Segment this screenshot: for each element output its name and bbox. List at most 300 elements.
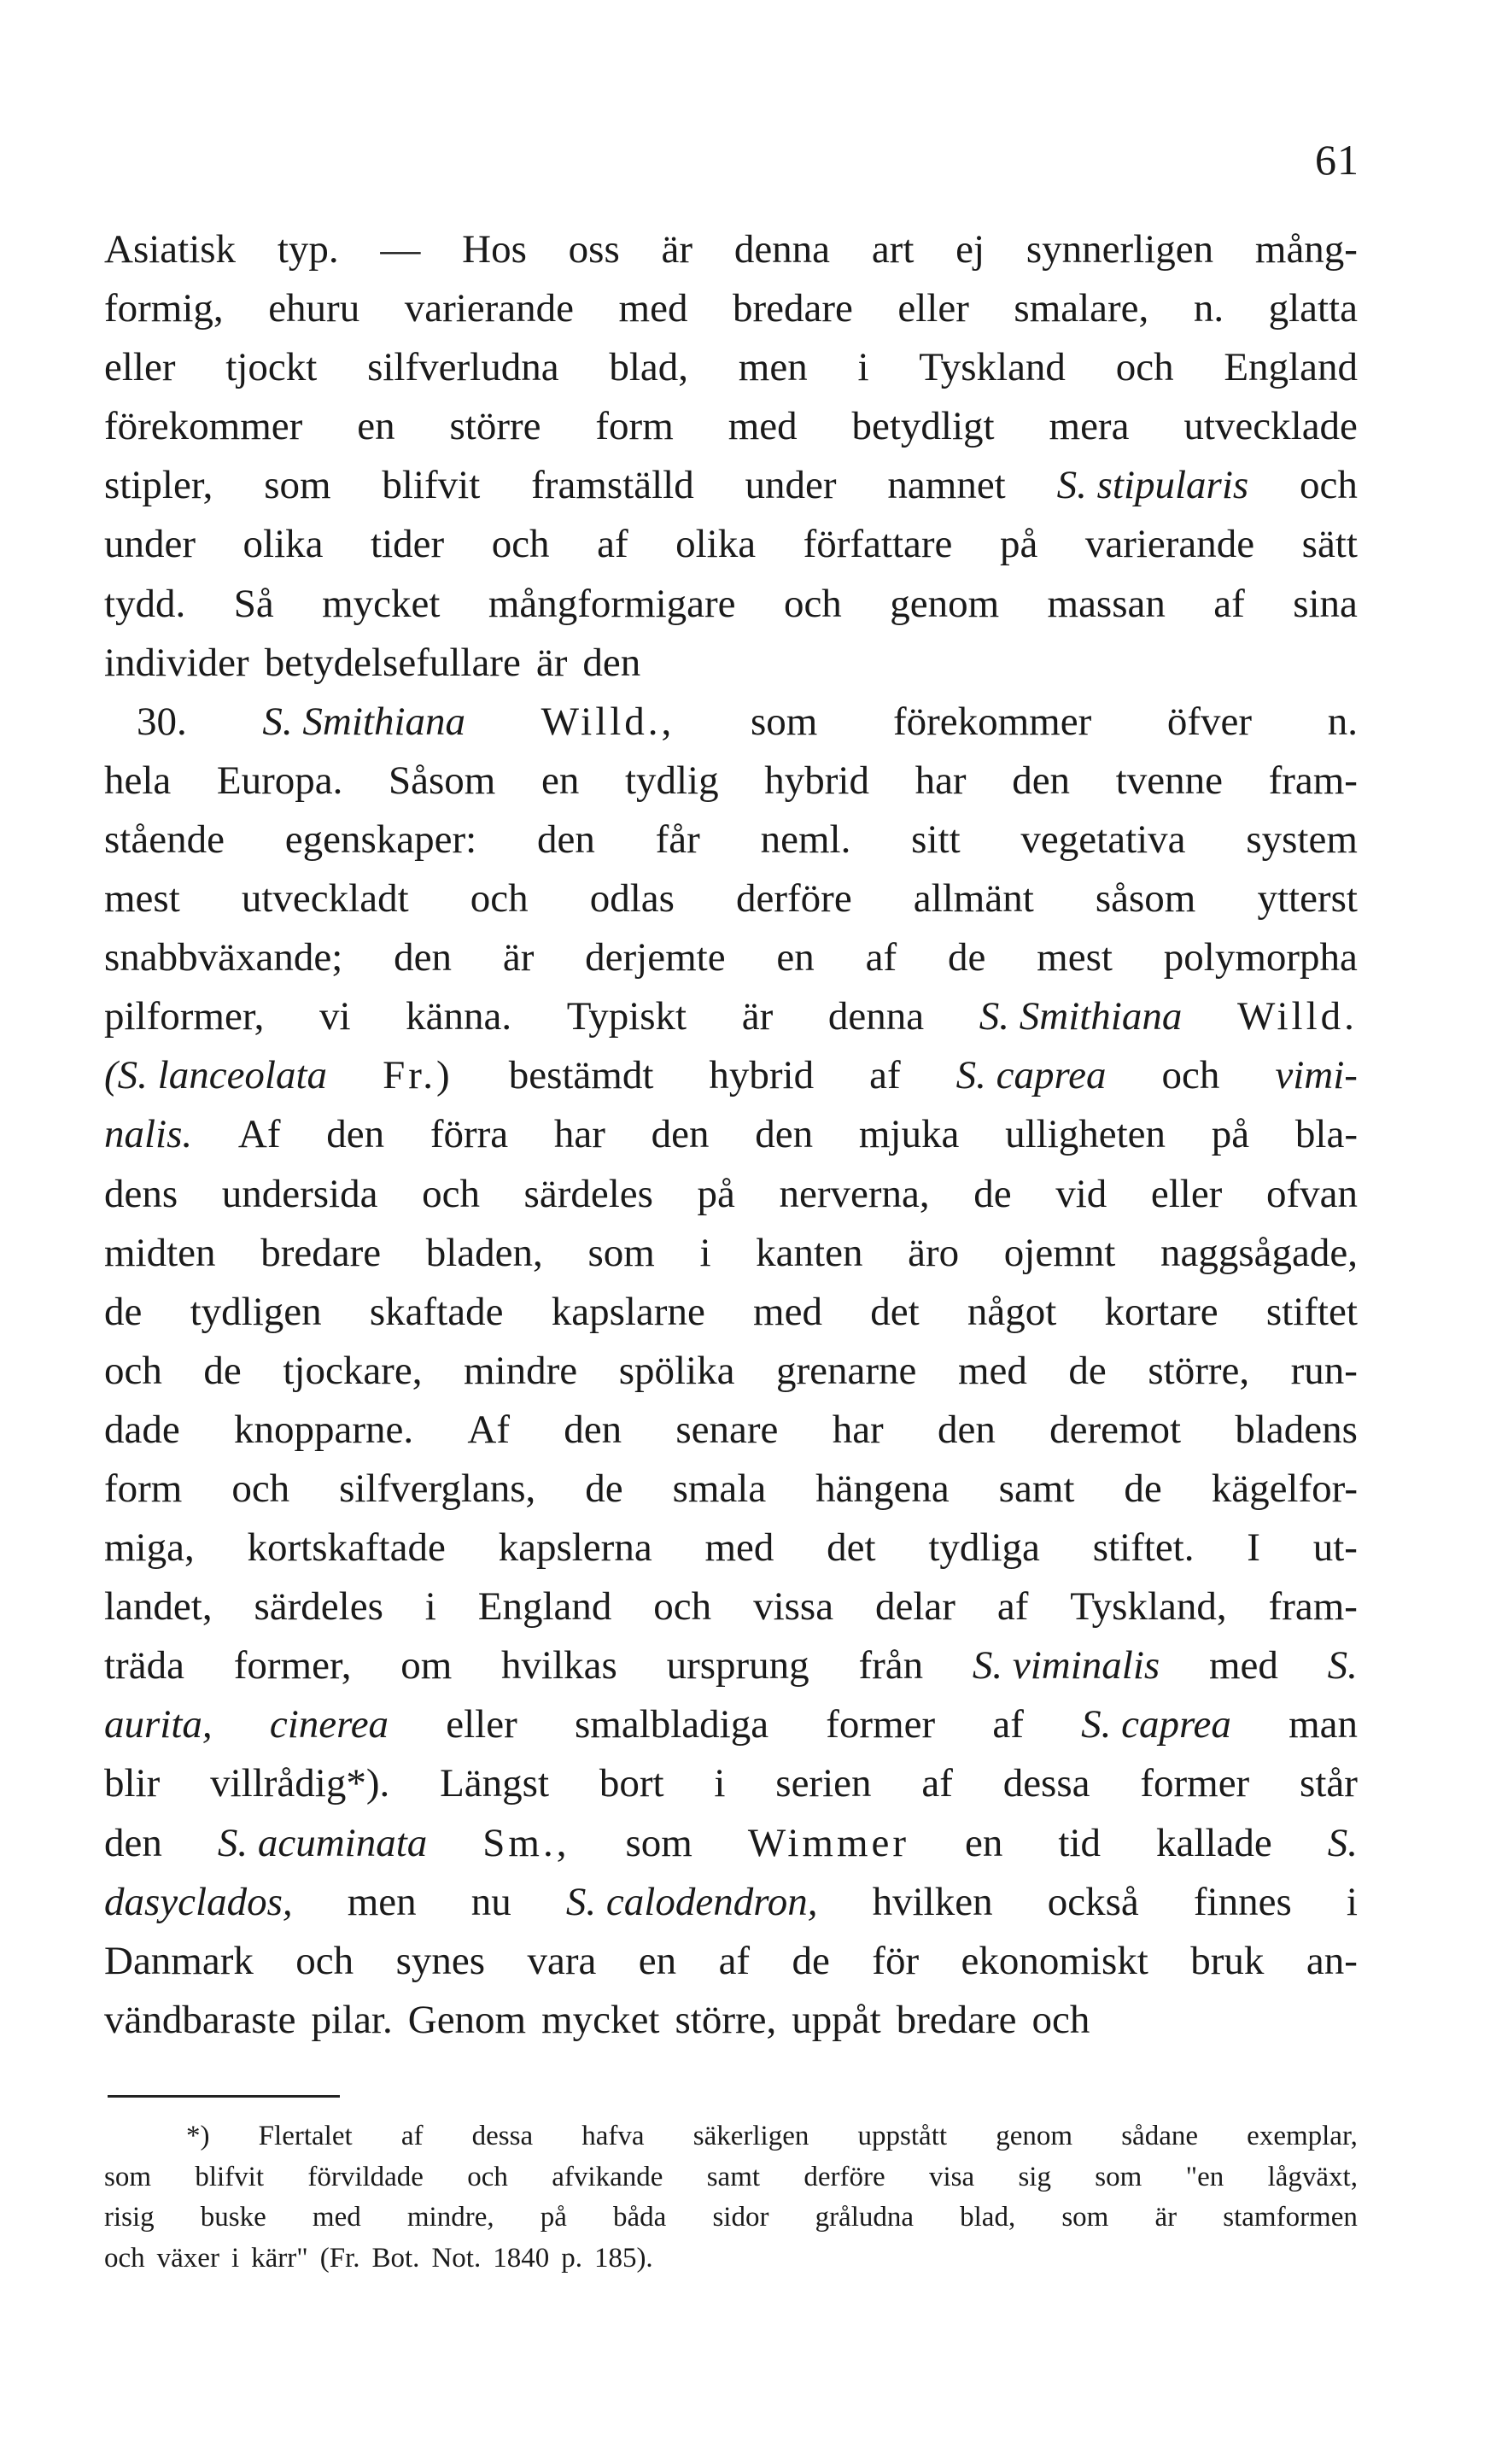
word: S. caprea [1081, 1702, 1231, 1747]
word: kortskaftade [247, 1525, 446, 1571]
word: S. Smithiana [979, 994, 1183, 1039]
word: en [638, 1938, 677, 1983]
word: den [326, 1112, 385, 1157]
word: förekommer [892, 699, 1092, 744]
word: af [718, 1938, 751, 1983]
text-line [104, 634, 1358, 693]
word: och [783, 581, 842, 626]
word: art [871, 227, 915, 272]
word: form [104, 1466, 183, 1511]
word: och [653, 1584, 712, 1630]
word: S. acuminata [217, 1820, 428, 1865]
word: senare [675, 1407, 779, 1452]
word: med [728, 404, 798, 449]
footnote-word: *) [186, 2121, 210, 2151]
word: i [714, 1761, 726, 1806]
word: varierande [1084, 522, 1255, 567]
word: Hos [462, 227, 527, 272]
word: känna. [406, 994, 512, 1039]
word: får [655, 816, 700, 862]
footnote-word: 185). [593, 2242, 653, 2274]
word: olika [675, 522, 757, 567]
footnote-word: säkerligen [692, 2121, 809, 2151]
word: varierande [404, 286, 575, 331]
word: synnerligen [1026, 227, 1214, 272]
word: Tyskland [919, 345, 1066, 390]
word: under [745, 463, 837, 508]
word: synes [395, 1938, 486, 1983]
word: S. stipularis [1056, 463, 1249, 508]
word: af [921, 1761, 953, 1806]
footnote-word: afvikande [552, 2161, 663, 2192]
word: smalbladiga [574, 1702, 769, 1747]
word: den [755, 1112, 814, 1157]
word: den [104, 1820, 162, 1865]
footnote-word: genom [996, 2121, 1073, 2151]
word: och [1031, 1997, 1090, 2042]
word: betydligt [851, 404, 995, 449]
word: Genom [407, 1997, 527, 2042]
word: stiftet [1265, 1289, 1358, 1334]
word: den [536, 816, 595, 862]
word: grenarne [776, 1348, 917, 1393]
word: större, [1148, 1348, 1250, 1393]
word: af [992, 1702, 1024, 1747]
word: under [104, 522, 196, 567]
word: stående [104, 816, 225, 862]
word: det [870, 1289, 920, 1334]
word: på [999, 522, 1038, 567]
word: men [738, 345, 808, 390]
footnote-word: som [1061, 2202, 1109, 2233]
word: af [597, 522, 628, 567]
word: I [1247, 1525, 1260, 1571]
word: knopparne. [234, 1407, 414, 1452]
page-number: 61 [1315, 136, 1359, 184]
word: tjockare, [283, 1348, 423, 1393]
word: eller [1150, 1171, 1223, 1216]
word: ej [955, 227, 985, 272]
word: nerverna, [779, 1171, 930, 1216]
word: de [973, 1171, 1012, 1216]
text-line [104, 752, 1358, 811]
word: hängena [815, 1466, 950, 1511]
word: mjuka [858, 1112, 960, 1157]
word: genom [890, 581, 1000, 626]
word: pilformer, [104, 994, 265, 1039]
word: den [564, 1407, 622, 1452]
text-line [104, 1932, 1358, 1991]
word: sätt [1301, 522, 1358, 567]
footnote-word: risig [104, 2202, 155, 2233]
word: ojemnt [1003, 1230, 1116, 1275]
word: hvilkas [501, 1643, 617, 1689]
word: derföre [736, 876, 852, 922]
word: förekommer [104, 404, 303, 449]
word: serien [775, 1761, 872, 1806]
word: är [502, 935, 535, 980]
word: landet, [104, 1584, 213, 1630]
word: olika [243, 522, 324, 567]
word: kapslerna [498, 1525, 652, 1571]
footnote-word: (Fr. [319, 2242, 360, 2274]
word: med [753, 1289, 822, 1334]
word: mycket [322, 581, 441, 626]
word: i [857, 345, 869, 390]
text-line [104, 1636, 1358, 1695]
text-line [104, 693, 1358, 752]
word: med [618, 286, 688, 331]
footnote-word: gråludna [815, 2202, 915, 2233]
text-line [104, 1460, 1358, 1519]
footnote-word: visa [928, 2161, 975, 2192]
footnote-word: blifvit [195, 2161, 265, 2192]
word: med [704, 1525, 774, 1571]
word: derjemte [585, 935, 726, 980]
footnote-word: växer [156, 2242, 219, 2274]
text-line [104, 1046, 1358, 1105]
text-line [104, 928, 1358, 987]
footnote-word: sig [1018, 2161, 1051, 2192]
word: en [776, 935, 815, 980]
word: Af [467, 1407, 510, 1452]
footnote-word: Flertalet [258, 2121, 353, 2151]
word: en [357, 404, 395, 449]
word: Asiatisk [104, 227, 237, 272]
footnote-word: sidor [712, 2202, 769, 2233]
footnote-word: derföre [804, 2161, 885, 2192]
footnote-line [104, 2157, 1358, 2198]
word: och [1161, 1053, 1220, 1098]
word: tydligen [190, 1289, 322, 1334]
word: de [1068, 1348, 1107, 1393]
text-line [104, 1577, 1358, 1636]
word: som [587, 1230, 655, 1275]
word: skaftade [369, 1289, 504, 1334]
word: fram- [1268, 1584, 1358, 1630]
footnote-line [104, 2198, 1358, 2239]
word: blir [104, 1761, 161, 1806]
word: har [915, 758, 967, 803]
word: Europa. [216, 758, 343, 803]
word: uppåt [792, 1997, 881, 2042]
word: ursprung [666, 1643, 809, 1689]
word: har [832, 1407, 884, 1452]
word: ekonomiskt [961, 1938, 1148, 1983]
word: mång- [1254, 227, 1358, 272]
word: som [625, 1820, 692, 1865]
word: denna [733, 227, 831, 272]
word: cinerea [269, 1702, 389, 1747]
footnote-word: på [540, 2202, 567, 2233]
word: Typiskt [566, 994, 687, 1039]
word: de [585, 1466, 623, 1511]
word: S. [1327, 1820, 1358, 1865]
word: den [651, 1112, 710, 1157]
word: om [400, 1643, 453, 1689]
word: mindre [464, 1348, 578, 1393]
text-line [104, 1873, 1358, 1932]
word: England [1224, 345, 1358, 390]
footnote-line [104, 2239, 1358, 2280]
word: ytterst [1257, 876, 1358, 922]
word: af [996, 1584, 1029, 1630]
word: system [1246, 816, 1358, 862]
text-line [104, 1165, 1358, 1224]
text-line [104, 1105, 1358, 1164]
word: den [394, 935, 452, 980]
footnote-word: exemplar, [1247, 2121, 1358, 2151]
word: stipler, [104, 463, 213, 508]
word: äro [908, 1230, 960, 1275]
text-line [104, 1519, 1358, 1577]
word: vimi- [1275, 1053, 1358, 1098]
word: de [792, 1938, 830, 1983]
footnote-word: buske [200, 2202, 266, 2233]
word: i [1346, 1879, 1358, 1924]
word: på [1211, 1112, 1250, 1157]
text-line [104, 1401, 1358, 1460]
word: stiftet. [1092, 1525, 1195, 1571]
word: framställd [531, 463, 694, 508]
word: eller [104, 345, 176, 390]
text-line [104, 1695, 1358, 1754]
word: allmänt [913, 876, 1034, 922]
main-text [104, 220, 1358, 2050]
word: och [470, 876, 529, 922]
word: former, [233, 1643, 352, 1689]
footnote-line [104, 2116, 1358, 2157]
word: kanten [756, 1230, 863, 1275]
word: kortare [1104, 1289, 1218, 1334]
word: med [1208, 1643, 1278, 1689]
text-line [104, 575, 1358, 634]
word: finnes [1193, 1879, 1292, 1924]
footnote-word: förvildade [307, 2161, 424, 2192]
word: S. calodendron, [565, 1879, 818, 1924]
word: hybrid [709, 1053, 815, 1098]
word: tid [1058, 1820, 1102, 1865]
word: delar [874, 1584, 955, 1630]
footnote-word: i [231, 2242, 240, 2274]
word: nu [470, 1879, 511, 1924]
footnote-word: 1840 [493, 2242, 550, 2274]
word: bladens [1235, 1407, 1358, 1452]
text-line [104, 397, 1358, 456]
word: i [424, 1584, 436, 1630]
word: dade [104, 1407, 180, 1452]
word: de [203, 1348, 242, 1393]
word: run- [1290, 1348, 1358, 1393]
word: tydlig [624, 758, 719, 803]
word: egenskaper: [284, 816, 477, 862]
word: är [535, 640, 568, 685]
word: öfver [1166, 699, 1253, 744]
word: silfverglans, [339, 1466, 536, 1511]
word: fram- [1268, 758, 1358, 803]
word: undersida [221, 1171, 378, 1216]
word: silfverludna [367, 345, 559, 390]
word: former [1140, 1761, 1250, 1806]
text-line [104, 987, 1358, 1046]
word: massan [1047, 581, 1166, 626]
text-line [104, 1342, 1358, 1401]
word: på [697, 1171, 735, 1216]
word: n. [1193, 286, 1224, 331]
word: och [231, 1466, 290, 1511]
word: Willd. [1237, 994, 1358, 1039]
footnote-word: lågväxt, [1267, 2161, 1358, 2192]
word: de [1124, 1466, 1162, 1511]
word: är [661, 227, 693, 272]
word: bredare [732, 286, 853, 331]
text-line [104, 1754, 1358, 1813]
footnote-word: stamformen [1223, 2202, 1358, 2233]
word: de [947, 935, 986, 980]
word: såsom [1095, 876, 1196, 922]
word: större, [675, 1997, 777, 2042]
word: är [741, 994, 774, 1039]
word: formig, [104, 286, 224, 331]
word: Willd., [541, 699, 675, 744]
word: tydd. [104, 581, 186, 626]
footnote-word: är [1154, 2202, 1178, 2233]
word: bla- [1294, 1112, 1358, 1157]
word: det [827, 1525, 876, 1571]
text-line [104, 515, 1358, 574]
word: af [1213, 581, 1245, 626]
word: kapslarne [551, 1289, 705, 1334]
word: af [869, 1053, 901, 1098]
word: från [858, 1643, 924, 1689]
word: spölika [618, 1348, 735, 1393]
word: de [104, 1289, 143, 1334]
word: S. caprea [955, 1053, 1107, 1098]
word: samt [998, 1466, 1075, 1511]
footnote-rule [108, 2095, 340, 2098]
word: Af [237, 1112, 281, 1157]
word: an- [1306, 1938, 1358, 1983]
word: också [1047, 1879, 1139, 1924]
footnote-word: som [104, 2161, 152, 2192]
word: neml. [760, 816, 851, 862]
word: individer [104, 640, 249, 685]
word: Längst [440, 1761, 550, 1806]
word: naggsågade, [1160, 1230, 1358, 1275]
word: hela [104, 758, 172, 803]
word: eller [446, 1702, 517, 1747]
footnote-word: uppstått [857, 2121, 948, 2151]
word: betydelsefullare [264, 640, 521, 685]
word: Danmark [104, 1938, 254, 1983]
word: hybrid [764, 758, 869, 803]
word: blifvit [382, 463, 481, 508]
word: vändbaraste [104, 1997, 296, 2042]
text-line [104, 1283, 1358, 1342]
word: författare [803, 522, 953, 567]
footnote-word: af [400, 2121, 424, 2151]
word: mest [1037, 935, 1113, 980]
text-line [104, 1814, 1358, 1873]
word: dessa [1002, 1761, 1090, 1806]
word: sina [1293, 581, 1358, 626]
footnotes [104, 2116, 1358, 2279]
word: glatta [1268, 286, 1358, 331]
word: 30. [137, 699, 187, 744]
word: tjockt [225, 345, 318, 390]
footnote-word: båda [613, 2202, 667, 2233]
text-line [104, 1224, 1358, 1283]
word: ulligheten [1005, 1112, 1166, 1157]
word: kallade [1156, 1820, 1272, 1865]
footnote-word: p. [561, 2242, 582, 2274]
word: ehuru [268, 286, 360, 331]
footnote-word: sådane [1121, 2121, 1198, 2151]
word: vegetativa [1020, 816, 1186, 862]
word: blad, [609, 345, 689, 390]
text-line [104, 1991, 1358, 2050]
word: (S. lanceolata [104, 1053, 328, 1098]
word: och [491, 522, 550, 567]
word: Tyskland, [1070, 1584, 1227, 1630]
word: med [957, 1348, 1027, 1393]
word: och [1300, 463, 1358, 508]
word: större [449, 404, 541, 449]
word: polymorpha [1163, 935, 1358, 980]
word: men [347, 1879, 417, 1924]
word: vara [527, 1938, 597, 1983]
word: har [553, 1112, 605, 1157]
word: och [104, 1348, 162, 1393]
word: villrådig*). [210, 1761, 390, 1806]
word: tvenne [1115, 758, 1223, 803]
word: en [965, 1820, 1003, 1865]
word: hvilken [872, 1879, 993, 1924]
word: S. [1327, 1643, 1358, 1689]
text-line [104, 456, 1358, 515]
word: Fr.) [383, 1053, 453, 1098]
word: bort [599, 1761, 664, 1806]
word: den [582, 640, 641, 685]
word: en [541, 758, 580, 803]
word: denna [827, 994, 925, 1039]
word: oss [568, 227, 620, 272]
text-line [104, 338, 1358, 397]
footnote-word: samt [706, 2161, 761, 2192]
word: kägelfor- [1211, 1466, 1358, 1511]
word: aurita, [104, 1702, 213, 1747]
word: särdeles [523, 1171, 653, 1216]
text-line [104, 811, 1358, 869]
word: bredare [896, 1997, 1017, 2042]
word: något [967, 1289, 1057, 1334]
word: den [937, 1407, 996, 1452]
word: ut- [1312, 1525, 1358, 1571]
footnote-word: mindre, [406, 2202, 494, 2233]
word: ofvan [1265, 1171, 1358, 1216]
word: S. viminalis [972, 1643, 1160, 1689]
word: mest [104, 876, 180, 922]
footnote-word: och [467, 2161, 508, 2192]
word: som [264, 463, 331, 508]
word: Wimmer [747, 1820, 910, 1865]
word: tider [371, 522, 445, 567]
text-line [104, 220, 1358, 279]
word: för [872, 1938, 920, 1983]
word: Såsom [388, 758, 496, 803]
footnote-word: blad, [960, 2202, 1016, 2233]
word: typ. [277, 227, 339, 272]
